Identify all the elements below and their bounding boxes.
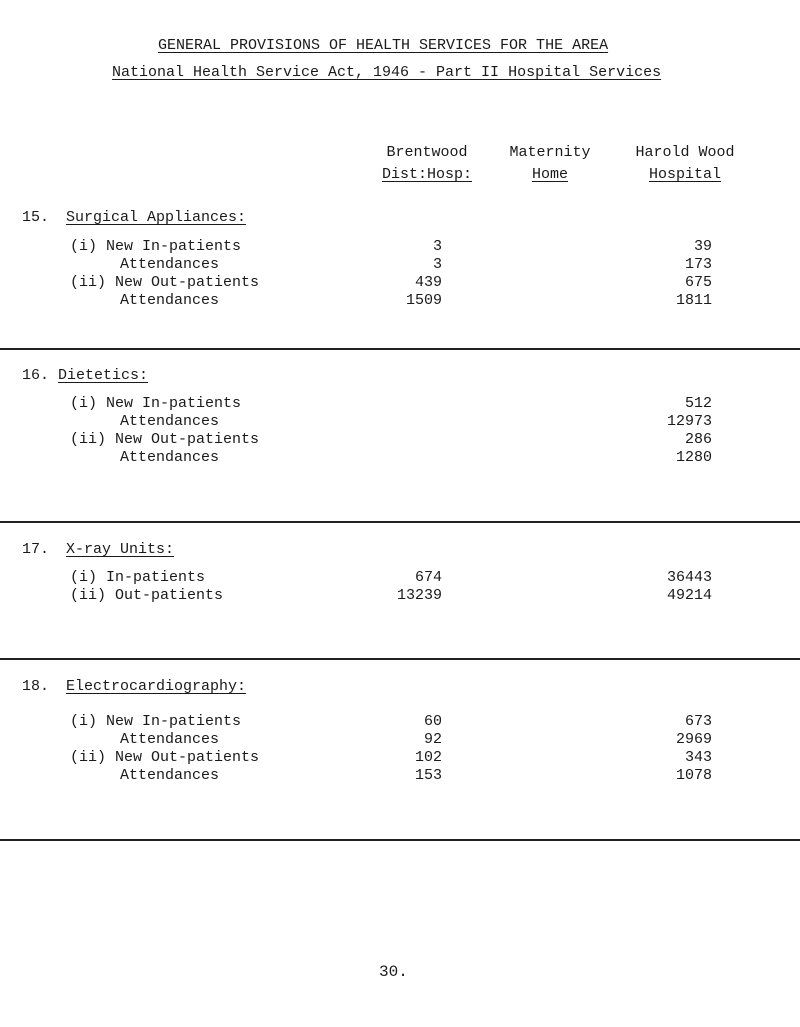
harold-wood-value: 12973 [666,413,712,430]
section-title: Dietetics: [58,367,149,384]
harold-wood-value: 286 [684,431,712,448]
section-number: 16. [22,367,50,384]
page-subtitle: National Health Service Act, 1946 - Part II Hospital Services [112,64,662,81]
row-label: Attendances [120,413,220,430]
harold-wood-value: 173 [684,256,712,273]
brentwood-value: 102 [414,749,442,766]
section-number: 15. [22,209,50,226]
row-label: Attendances [120,731,220,748]
column-heading-maternity [495,144,605,183]
column-heading-harold-wood-line2: Hospital [648,166,721,183]
row-label: (i) New In-patients [70,238,242,255]
column-heading-harold-wood-line1: Harold Wood [635,144,735,161]
section-divider [0,521,800,523]
brentwood-value: 3 [432,256,442,273]
page-title: GENERAL PROVISIONS OF HEALTH SERVICES FOR THE AREA [158,37,609,54]
brentwood-value: 60 [423,713,442,730]
harold-wood-value: 39 [693,238,712,255]
section-divider [0,348,800,350]
section-divider [0,839,800,841]
column-heading-maternity-line1: Maternity [509,144,591,161]
row-label: Attendances [120,256,220,273]
section-number: 18. [22,678,50,695]
column-heading-maternity-line2: Home [531,166,568,183]
section-title: X-ray Units: [66,541,175,558]
harold-wood-value: 1811 [675,292,712,309]
harold-wood-value: 512 [684,395,712,412]
harold-wood-value: 36443 [666,569,712,586]
brentwood-value: 153 [414,767,442,784]
row-label: (i) In-patients [70,569,206,586]
harold-wood-value: 2969 [675,731,712,748]
row-label: (ii) New Out-patients [70,431,260,448]
section-divider [0,658,800,660]
column-heading-brentwood-line2: Dist:Hosp: [381,166,472,183]
brentwood-value: 92 [423,731,442,748]
row-label: (ii) Out-patients [70,587,224,604]
page-number: 30. [379,963,408,981]
brentwood-value: 439 [414,274,442,291]
row-label: (i) New In-patients [70,395,242,412]
harold-wood-value: 343 [684,749,712,766]
harold-wood-value: 673 [684,713,712,730]
column-heading-brentwood-line1: Brentwood [386,144,468,161]
brentwood-value: 3 [432,238,442,255]
section-number: 17. [22,541,50,558]
column-heading-brentwood [372,144,482,183]
brentwood-value: 674 [414,569,442,586]
row-label: Attendances [120,449,220,466]
row-label: Attendances [120,292,220,309]
row-label: Attendances [120,767,220,784]
harold-wood-value: 1078 [675,767,712,784]
section-title: Electrocardiography: [66,678,247,695]
section-title: Surgical Appliances: [66,209,247,226]
row-label: (ii) New Out-patients [70,274,260,291]
row-label: (ii) New Out-patients [70,749,260,766]
brentwood-value: 13239 [396,587,442,604]
row-label: (i) New In-patients [70,713,242,730]
harold-wood-value: 49214 [666,587,712,604]
column-heading-harold-wood [620,144,750,183]
brentwood-value: 1509 [405,292,442,309]
harold-wood-value: 675 [684,274,712,291]
harold-wood-value: 1280 [675,449,712,466]
